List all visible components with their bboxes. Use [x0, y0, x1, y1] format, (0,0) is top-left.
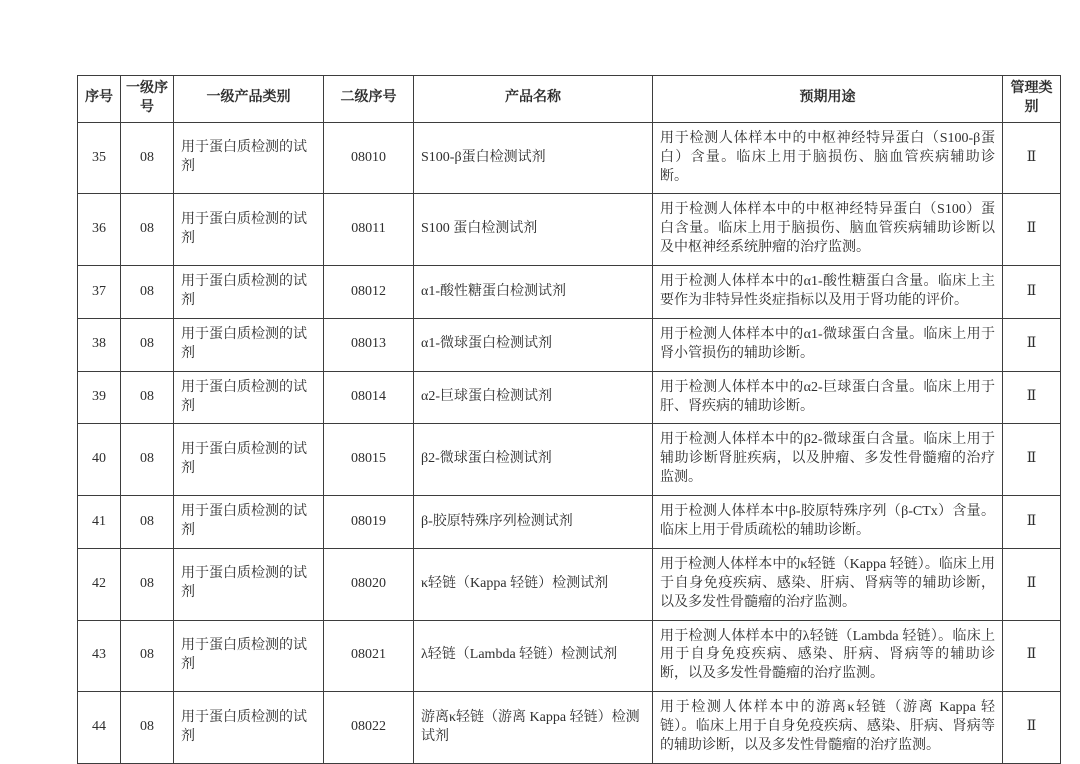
cell-mgmt_class: Ⅱ [1003, 496, 1061, 549]
cell-mgmt_class: Ⅱ [1003, 194, 1061, 266]
cell-use: 用于检测人体样本中的游离κ轻链（游离 Kappa 轻链）。临床上用于自身免疫疾病、感染、肝病、肾病等的辅助诊断，以及多发性骨髓瘤的治疗监测。 [653, 692, 1003, 764]
cell-level1_no: 08 [121, 496, 174, 549]
cell-level1_no: 08 [121, 424, 174, 496]
cell-level2_no: 08011 [324, 194, 414, 266]
cell-name: α2-巨球蛋白检测试剂 [414, 371, 653, 424]
table-row [78, 266, 1061, 319]
cell-level1_no: 08 [121, 548, 174, 620]
cell-level2_no: 08014 [324, 371, 414, 424]
cell-no: 38 [78, 318, 121, 371]
cell-use: 用于检测人体样本中的α1-微球蛋白含量。临床上用于肾小管损伤的辅助诊断。 [653, 318, 1003, 371]
cell-level1_no: 08 [121, 194, 174, 266]
cell-name: α1-酸性糖蛋白检测试剂 [414, 266, 653, 319]
cell-use: 用于检测人体样本中的α2-巨球蛋白含量。临床上用于肝、肾疾病的辅助诊断。 [653, 371, 1003, 424]
cell-level1_no: 08 [121, 318, 174, 371]
cell-use: 用于检测人体样本中β-胶原特殊序列（β-CTx）含量。临床上用于骨质疏松的辅助诊断。 [653, 496, 1003, 549]
cell-mgmt_class: Ⅱ [1003, 318, 1061, 371]
cell-no: 39 [78, 371, 121, 424]
cell-level2_no: 08010 [324, 122, 414, 194]
cell-level1_no: 08 [121, 122, 174, 194]
cell-name: S100-β蛋白检测试剂 [414, 122, 653, 194]
cell-level2_no: 08020 [324, 548, 414, 620]
cell-level2_no: 08022 [324, 692, 414, 764]
cell-use: 用于检测人体样本中的α1-酸性糖蛋白含量。临床上主要作为非特异性炎症指标以及用于肾功能的评价。 [653, 266, 1003, 319]
table-header [78, 76, 1061, 123]
column-header-name: 产品名称 [414, 76, 653, 123]
cell-use: 用于检测人体样本中的β2-微球蛋白含量。临床上用于辅助诊断肾脏疾病，以及肿瘤、多发性骨髓瘤的治疗监测。 [653, 424, 1003, 496]
cell-no: 37 [78, 266, 121, 319]
cell-mgmt_class: Ⅱ [1003, 266, 1061, 319]
table-body [78, 122, 1061, 763]
cell-no: 40 [78, 424, 121, 496]
column-header-category: 一级产品类别 [174, 76, 324, 123]
cell-mgmt_class: Ⅱ [1003, 620, 1061, 692]
cell-category: 用于蛋白质检测的试剂 [174, 266, 324, 319]
table-row [78, 122, 1061, 194]
column-header-level1_no: 一级序号 [121, 76, 174, 123]
cell-use: 用于检测人体样本中的λ轻链（Lambda 轻链）。临床上用于自身免疫疾病、感染、肝病、肾病等的辅助诊断，以及多发性骨髓瘤的治疗监测。 [653, 620, 1003, 692]
cell-mgmt_class: Ⅱ [1003, 122, 1061, 194]
cell-name: α1-微球蛋白检测试剂 [414, 318, 653, 371]
cell-name: S100 蛋白检测试剂 [414, 194, 653, 266]
cell-name: β2-微球蛋白检测试剂 [414, 424, 653, 496]
table-row [78, 318, 1061, 371]
cell-category: 用于蛋白质检测的试剂 [174, 548, 324, 620]
column-header-mgmt_class: 管理类别 [1003, 76, 1061, 123]
cell-mgmt_class: Ⅱ [1003, 424, 1061, 496]
cell-mgmt_class: Ⅱ [1003, 692, 1061, 764]
cell-use: 用于检测人体样本中的κ轻链（Kappa 轻链）。临床上用于自身免疫疾病、感染、肝病、肾病等的辅助诊断，以及多发性骨髓瘤的治疗监测。 [653, 548, 1003, 620]
table-row [78, 194, 1061, 266]
column-header-level2_no: 二级序号 [324, 76, 414, 123]
cell-level1_no: 08 [121, 266, 174, 319]
cell-level2_no: 08015 [324, 424, 414, 496]
table-row [78, 692, 1061, 764]
cell-name: 游离κ轻链（游离 Kappa 轻链）检测试剂 [414, 692, 653, 764]
table-row [78, 496, 1061, 549]
cell-category: 用于蛋白质检测的试剂 [174, 122, 324, 194]
cell-name: κ轻链（Kappa 轻链）检测试剂 [414, 548, 653, 620]
cell-level1_no: 08 [121, 371, 174, 424]
cell-level2_no: 08021 [324, 620, 414, 692]
cell-category: 用于蛋白质检测的试剂 [174, 692, 324, 764]
table-row [78, 371, 1061, 424]
cell-category: 用于蛋白质检测的试剂 [174, 424, 324, 496]
cell-no: 41 [78, 496, 121, 549]
cell-no: 43 [78, 620, 121, 692]
cell-no: 36 [78, 194, 121, 266]
cell-level2_no: 08019 [324, 496, 414, 549]
cell-category: 用于蛋白质检测的试剂 [174, 318, 324, 371]
cell-name: λ轻链（Lambda 轻链）检测试剂 [414, 620, 653, 692]
table-row [78, 620, 1061, 692]
cell-category: 用于蛋白质检测的试剂 [174, 194, 324, 266]
table-row [78, 548, 1061, 620]
cell-category: 用于蛋白质检测的试剂 [174, 371, 324, 424]
cell-mgmt_class: Ⅱ [1003, 371, 1061, 424]
header-row [78, 76, 1061, 123]
column-header-no: 序号 [78, 76, 121, 123]
table-row [78, 424, 1061, 496]
cell-level1_no: 08 [121, 692, 174, 764]
cell-mgmt_class: Ⅱ [1003, 548, 1061, 620]
cell-level2_no: 08013 [324, 318, 414, 371]
cell-no: 35 [78, 122, 121, 194]
cell-no: 42 [78, 548, 121, 620]
classification-table [77, 75, 1061, 764]
cell-no: 44 [78, 692, 121, 764]
cell-category: 用于蛋白质检测的试剂 [174, 620, 324, 692]
column-header-use: 预期用途 [653, 76, 1003, 123]
cell-use: 用于检测人体样本中的中枢神经特异蛋白（S100）蛋白含量。临床上用于脑损伤、脑血管疾病辅助诊断以及中枢神经系统肿瘤的治疗监测。 [653, 194, 1003, 266]
cell-category: 用于蛋白质检测的试剂 [174, 496, 324, 549]
cell-level2_no: 08012 [324, 266, 414, 319]
cell-name: β-胶原特殊序列检测试剂 [414, 496, 653, 549]
cell-use: 用于检测人体样本中的中枢神经特异蛋白（S100-β蛋白）含量。临床上用于脑损伤、脑血管疾病辅助诊断。 [653, 122, 1003, 194]
cell-level1_no: 08 [121, 620, 174, 692]
